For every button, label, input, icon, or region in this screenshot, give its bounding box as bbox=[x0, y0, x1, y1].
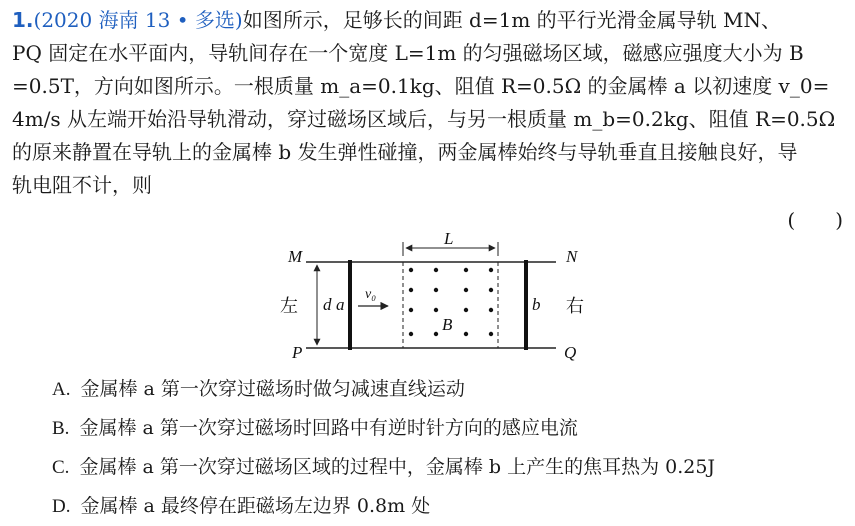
stem-line-5: 的原来静置在导轨上的金属棒 b 发生弹性碰撞，两金属棒始终与导轨垂直且接触良好，导 bbox=[12, 140, 798, 164]
label-v0: v₀ bbox=[365, 287, 377, 302]
option-d[interactable] bbox=[52, 487, 842, 526]
option-text: 金属棒 a 第一次穿过磁场时做匀减速直线运动 bbox=[80, 378, 465, 400]
option-text: 金属棒 a 第一次穿过磁场区域的过程中，金属棒 b 上产生的焦耳热为 0.25J bbox=[79, 456, 716, 478]
circuit-diagram bbox=[270, 226, 600, 366]
label-right: 右 bbox=[566, 296, 584, 317]
label-b: b bbox=[532, 295, 541, 314]
label-B: B bbox=[442, 315, 453, 334]
question-source: (2020 海南 13 • 多选) bbox=[33, 8, 243, 32]
option-letter: D. bbox=[52, 496, 71, 517]
stem-line-4: 4m/s 从左端开始沿导轨滑动，穿过磁场区域后，与另一根质量 m_b=0.2kg、阻值 R=0.5Ω bbox=[12, 107, 836, 131]
stem-line-6: 轨电阻不计，则 bbox=[12, 173, 152, 197]
label-d: d bbox=[323, 295, 332, 314]
option-text: 金属棒 a 最终停在距磁场左边界 0.8m 处 bbox=[80, 495, 431, 517]
stem-line-3: =0.5T，方向如图所示。一根质量 m_a=0.1kg、阻值 R=0.5Ω 的金属棒 a 以初速度 v_0= bbox=[12, 74, 830, 98]
label-P: P bbox=[292, 343, 303, 362]
question-stem bbox=[12, 4, 847, 202]
option-c[interactable] bbox=[52, 448, 842, 487]
label-M: M bbox=[288, 247, 303, 266]
answer-blank: ( ) bbox=[787, 208, 843, 232]
option-letter: B. bbox=[52, 418, 70, 439]
question-number: 1. bbox=[12, 8, 34, 32]
stem-line-1 bbox=[12, 4, 847, 37]
option-b[interactable] bbox=[52, 409, 842, 448]
label-Q: Q bbox=[564, 343, 577, 362]
label-L: L bbox=[444, 229, 454, 248]
options bbox=[52, 370, 842, 526]
option-text: 金属棒 a 第一次穿过磁场时回路中有逆时针方向的感应电流 bbox=[79, 417, 578, 439]
label-left: 左 bbox=[280, 296, 298, 317]
label-N: N bbox=[566, 247, 578, 266]
stem-text-1: 如图所示，足够长的间距 d=1m 的平行光滑金属导轨 MN、 bbox=[242, 8, 782, 32]
option-letter: A. bbox=[52, 379, 71, 400]
stem-line-2: PQ 固定在水平面内，导轨间存在一个宽度 L=1m 的匀强磁场区域，磁感应强度大小为 B bbox=[12, 41, 804, 65]
label-a: a bbox=[336, 295, 345, 314]
option-letter: C. bbox=[52, 457, 70, 478]
option-a[interactable] bbox=[52, 370, 842, 409]
